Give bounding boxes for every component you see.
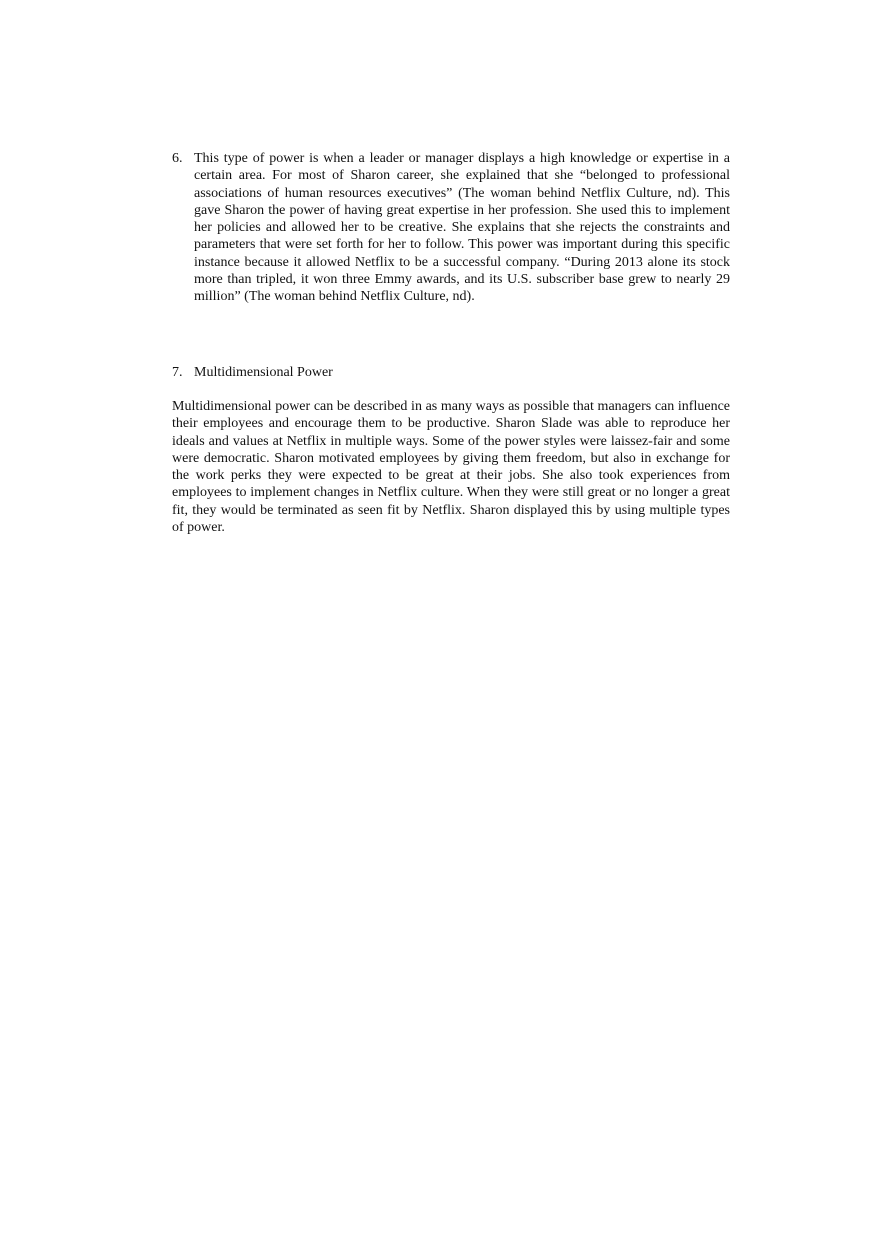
document-page [172,150,730,536]
body-paragraph: Multidimensional power can be described in as many ways as possible that managers can influence their employees and encourage them to be productive. Sharon Slade was able to reproduce her ideals and values at Netflix in multiple ways. Some of the power styles were laissez-fair and some were democratic. Sharon motivated employees by giving them freedom, but also in exchange for the work perks they were expected to be great at their jobs. She also took experiences from employees to implement changes in Netflix culture. When they were still great or no longer a great fit, they would be terminated as seen fit by Netflix. Sharon displayed this by using multiple types of power. [172,398,730,536]
list-item-6 [172,150,730,306]
list-number: 6. [172,151,183,166]
section-heading-7 [172,364,730,381]
section-heading-text: Multidimensional Power [194,364,333,380]
list-number: 7. [172,364,183,380]
list-item-text: This type of power is when a leader or manager displays a high knowledge or expertise in a certain area. For most of Sharon career, she explained that she “belonged to professional associations of human resources executives” (The woman behind Netflix Culture, nd). This gave Sharon the power of having great expertise in her profession. She used this to implement her policies and allowed her to be creative. She explains that she rejects the constraints and parameters that were set forth for her to follow. This power was important during this specific instance because it allowed Netflix to be a successful company. “During 2013 alone its stock more than tripled, it won three Emmy awards, and its U.S. subscriber base grew to nearly 29 million” (The woman behind Netflix Culture, nd). [194,151,730,305]
